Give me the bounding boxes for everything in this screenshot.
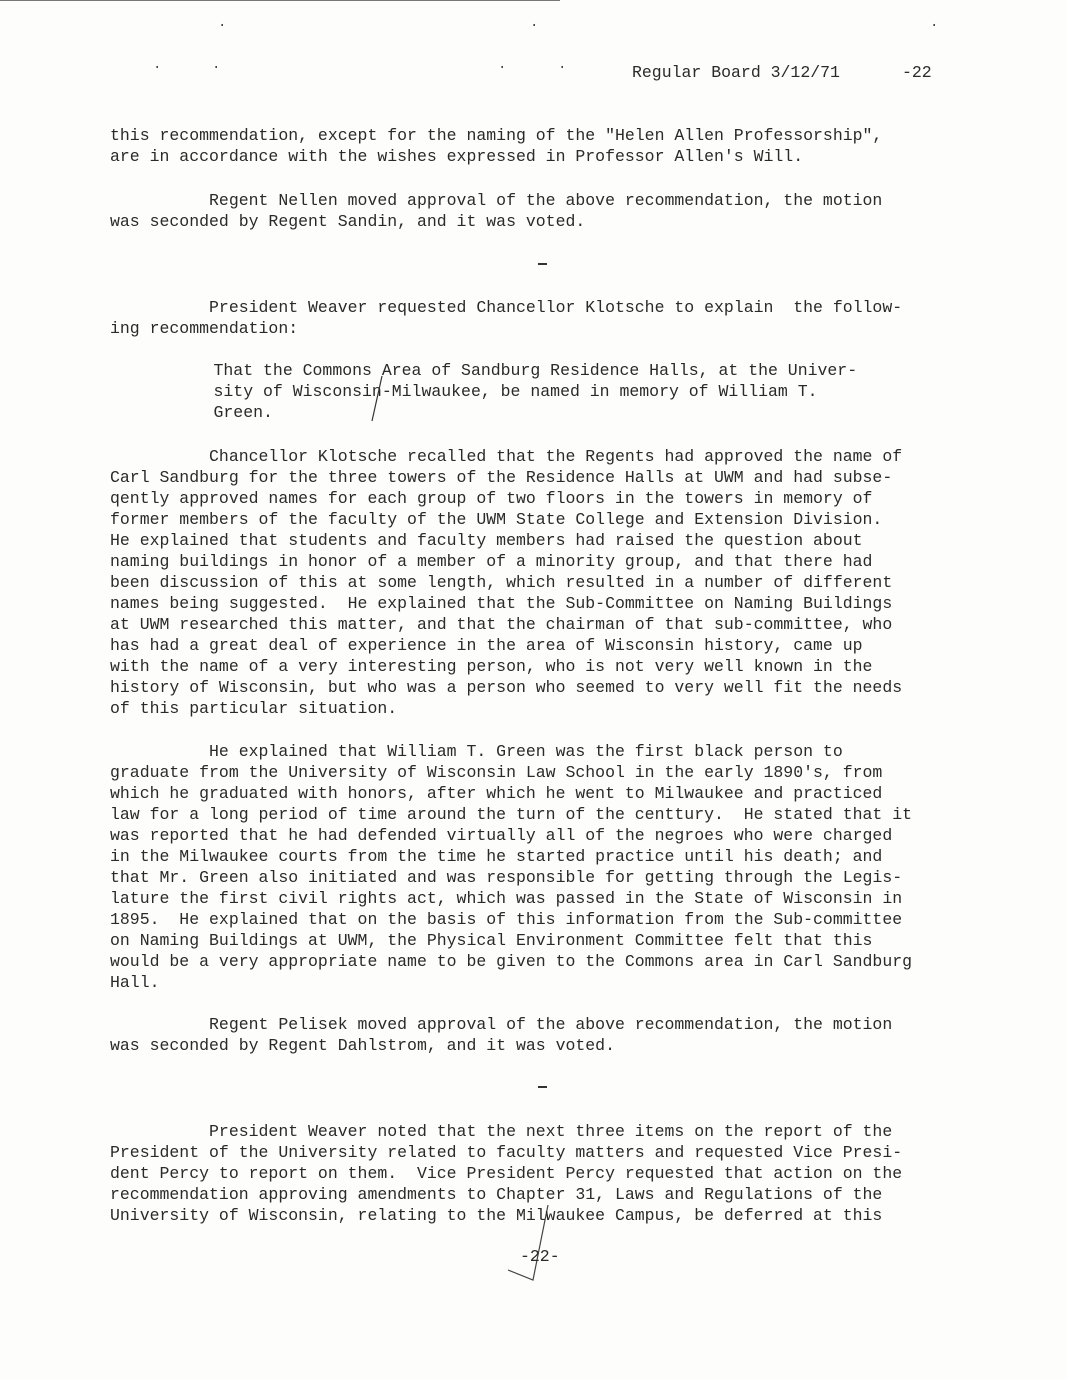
body-line: University of Wisconsin, relating to the Milwaukee Campus, be deferred at this: [110, 1206, 883, 1225]
body-line: been discussion of this at some length, which resulted in a number of different: [110, 573, 893, 592]
body-line: on Naming Buildings at UWM, the Physical Environment Committee felt that this: [110, 931, 873, 950]
body-line: was seconded by Regent Sandin, and it was voted.: [110, 212, 586, 231]
body-line: Carl Sandburg for the three towers of the Residence Halls at UWM and had subse-: [110, 468, 893, 487]
header-page-ref: -22: [902, 63, 932, 82]
recommendation-line: sity of Wisconsin-Milwaukee, be named in memory of William T.: [164, 382, 818, 401]
scan-speck: ·: [498, 60, 507, 76]
body-line: are in accordance with the wishes expressed in Professor Allen's Will.: [110, 147, 804, 166]
body-line: in the Milwaukee courts from the time he started practice until his death; and: [110, 847, 883, 866]
body-line: this recommendation, except for the naming of the "Helen Allen Professorship",: [110, 126, 883, 145]
body-line: has had a great deal of experience in the area of Wisconsin history, came up: [110, 636, 863, 655]
body-line: former members of the faculty of the UWM State College and Extension Division.: [110, 510, 883, 529]
body-line: President of the University related to faculty matters and requested Vice Presi-: [110, 1143, 903, 1162]
scan-speck: ·: [530, 18, 539, 34]
header-title: Regular Board 3/12/71: [632, 63, 840, 82]
body-line: Hall.: [110, 973, 160, 992]
scan-speck: ·: [930, 18, 939, 34]
body-line: 1895. He explained that on the basis of this information from the Sub-committee: [110, 910, 903, 929]
body-line: names being suggested. He explained that the Sub-Committee on Naming Buildings: [110, 594, 893, 613]
scan-speck: ·: [218, 18, 227, 34]
body-line: President Weaver requested Chancellor Klotsche to explain the follow-: [110, 298, 903, 317]
recommendation-line: Green.: [164, 403, 273, 422]
body-line: with the name of a very interesting person, who is not very well known in the: [110, 657, 873, 676]
body-line: history of Wisconsin, but who was a person who seemed to very well fit the needs: [110, 678, 903, 697]
body-line: naming buildings in honor of a member of a minority group, and that there had: [110, 552, 873, 571]
body-line: He explained that William T. Green was the first black person to: [110, 742, 843, 761]
body-line: Regent Nellen moved approval of the above recommendation, the motion: [110, 191, 883, 210]
body-line: He explained that students and faculty members had raised the question about: [110, 531, 863, 550]
scan-speck: ·: [558, 60, 567, 76]
body-line: Regent Pelisek moved approval of the above recommendation, the motion: [110, 1015, 893, 1034]
body-line: recommendation approving amendments to Chapter 31, Laws and Regulations of the: [110, 1185, 883, 1204]
recommendation-line: That the Commons Area of Sandburg Residence Halls, at the Univer-: [164, 361, 858, 380]
footer-page-number: -22-: [520, 1247, 560, 1266]
body-line: law for a long period of time around the turn of the centtury. He stated that it: [110, 805, 913, 824]
body-line: ing recommendation:: [110, 319, 299, 338]
scan-speck: ·: [153, 60, 162, 76]
body-line: qently approved names for each group of two floors in the towers in memory of: [110, 489, 873, 508]
body-line: was reported that he had defended virtually all of the negroes who were charged: [110, 826, 893, 845]
body-line: lature the first civil rights act, which was passed in the State of Wisconsin in: [110, 889, 903, 908]
body-line: Chancellor Klotsche recalled that the Regents had approved the name of: [110, 447, 903, 466]
body-line: President Weaver noted that the next three items on the report of the: [110, 1122, 893, 1141]
section-separator-dash: [538, 1086, 547, 1088]
body-line: would be a very appropriate name to be given to the Commons area in Carl Sandburg: [110, 952, 913, 971]
body-line: was seconded by Regent Dahlstrom, and it was voted.: [110, 1036, 615, 1055]
body-line: that Mr. Green also initiated and was responsible for getting through the Legis-: [110, 868, 903, 887]
body-line: at UWM researched this matter, and that the chairman of that sub-committee, who: [110, 615, 893, 634]
body-line: dent Percy to report on them. Vice President Percy requested that action on the: [110, 1164, 903, 1183]
body-line: which he graduated with honors, after which he went to Milwaukee and practiced: [110, 784, 883, 803]
body-line: of this particular situation.: [110, 699, 398, 718]
body-line: graduate from the University of Wisconsin Law School in the early 1890's, from: [110, 763, 883, 782]
scan-speck: ·: [212, 60, 221, 76]
